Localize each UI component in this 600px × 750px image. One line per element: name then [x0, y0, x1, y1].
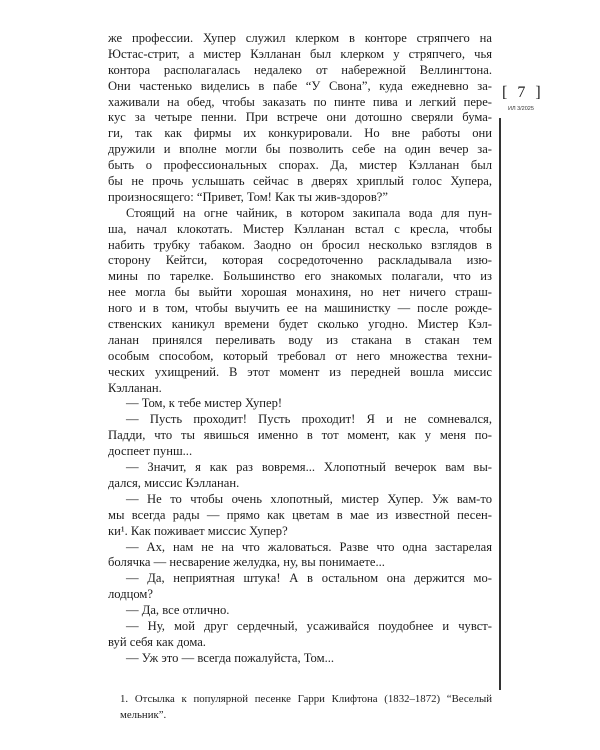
text-line: произносящего: “Привет, Том! Как ты жив-здоров?” — [108, 189, 388, 204]
text-line: — Значит, я как раз вовремя... Хлопотный вечерок вам вы- — [126, 460, 492, 475]
text-line: Юстас-стрит, а мистер Кэлланан был клерком у стряпчего, чья — [108, 46, 492, 61]
text-line: набить трубку табаком. Заодно он бросил несколько взглядов в — [108, 237, 492, 252]
text-line: ланан принялся переливать воду из стакана в стакан тем — [108, 332, 492, 347]
text-line: хаживали на обед, чтобы заказать по пинте пива и легкий пере- — [108, 94, 492, 109]
text-line: — Ах, нам не на что жаловаться. Разве что одна застарелая — [126, 539, 492, 554]
text-line: кус за четыре пенни. При встрече они дотошно сверяли бума- — [108, 110, 492, 125]
text-line: вуй себя как дома. — [108, 634, 206, 649]
paragraph — [108, 206, 492, 397]
text-line: — Да, неприятная штука! А в остальном она держится мо- — [126, 571, 492, 586]
text-line: сторону Кейтси, которая сосредоточенно раскладывала изю- — [108, 253, 492, 268]
paragraph — [108, 460, 492, 492]
footnote-line: мельник”. — [120, 708, 167, 721]
text-line: — Уж это — всегда пожалуйста, Том... — [126, 650, 335, 665]
text-line: доспеет пунш... — [108, 444, 193, 459]
issue-label: ИЛ 3/2025 — [508, 106, 534, 112]
text-line: — Том, к тебе мистер Хупер! — [126, 396, 283, 411]
text-line: болячка — несварение желудка, ну, вы понимаете... — [108, 555, 385, 570]
text-line: Падди, что ты явишься именно в тот момент, как у меня по- — [108, 428, 492, 443]
paragraph — [108, 603, 492, 619]
text-line: мины по тарелке. Большинство его знакомых полагали, что из — [108, 269, 492, 284]
text-line: — Ну, мой друг сердечный, усаживайся поудобнее и чувст- — [126, 618, 492, 633]
text-line: особым способом, который требовал от него множества техни- — [108, 348, 492, 363]
text-line: ческих ухищрений. В этот момент из передней вошла миссис — [108, 364, 492, 379]
footnote — [120, 692, 492, 724]
text-line: дружили и вполне могли бы позволить себе на один вечер за- — [108, 142, 492, 157]
text-line: — Да, все отлично. — [126, 603, 230, 618]
text-line: контора располагалась недалеко от набережной Веллингтона. — [108, 62, 492, 77]
paragraph — [108, 31, 492, 206]
paragraph — [108, 492, 492, 540]
text-line: Стоящий на огне чайник, в котором закипала вода для пун- — [126, 205, 492, 220]
paragraph — [108, 412, 492, 460]
paragraph — [108, 571, 492, 603]
margin-rule — [499, 118, 501, 690]
text-line: дался, миссис Кэлланан. — [108, 475, 240, 490]
text-line: ственских каникул времени будет сколько угодно. Мистер Кэл- — [108, 317, 492, 332]
paragraph — [108, 396, 492, 412]
text-line: Они частенько виделись в пабе “У Свона”, куда ежедневно за- — [108, 78, 492, 93]
paragraph — [108, 619, 492, 651]
text-line: ного и в том, чтобы выучить ее на машинистку — после рожде- — [108, 301, 492, 316]
text-line: ги, так как фирмы их конкурировали. Но вне работы они — [108, 126, 492, 141]
text-line: Кэлланан. — [108, 380, 162, 395]
text-line: же профессии. Хупер служил клерком в конторе стряпчего на — [108, 31, 492, 45]
footnote-line: 1. Отсылка к популярной песенке Гарри Клифтона (1832–1872) “Веселый — [120, 693, 492, 705]
page-number: [ 7 ] — [502, 84, 544, 101]
text-line: бы не прочь услышать сейчас в дверях хриплый голос Хупера, — [108, 174, 492, 189]
text-line: ша, начал клокотать. Мистер Кэлланан встал с кресла, чтобы — [108, 221, 492, 236]
text-line: нее могла бы выйти хорошая монахиня, но нет ничего страш- — [108, 285, 492, 300]
text-line: — Не то чтобы очень хлопотный, мистер Хупер. Уж вам-то — [126, 491, 492, 506]
text-line: мы всегда рады — прямо как цветам в мае из известной песен- — [108, 507, 492, 522]
text-line: ки¹. Как поживает миссис Хупер? — [108, 523, 288, 538]
text-line: лодцом? — [108, 587, 153, 602]
text-line: быть о профессиональных спорах. Да, мистер Кэлланан был — [108, 158, 492, 173]
paragraph — [108, 540, 492, 572]
text-line: — Пусть проходит! Пусть проходит! Я и не сомневался, — [126, 412, 492, 427]
paragraph — [108, 651, 492, 667]
body-text — [108, 31, 492, 667]
